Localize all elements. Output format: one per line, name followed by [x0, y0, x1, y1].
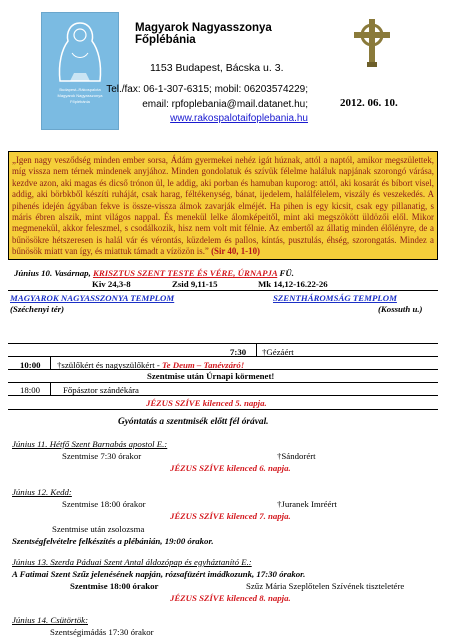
row2-intention: †szülőkért és nagyszülőkért - [57, 360, 163, 370]
church-1-name: MAGYAROK NAGYASSZONYA TEMPLOM [10, 293, 175, 303]
day-monday-mass: Szentmise 7:30 órakor [62, 451, 142, 461]
row-divider [8, 356, 438, 357]
scripture-quote-box [8, 151, 438, 260]
day-monday-intention: †Sándorért [277, 451, 316, 461]
day-tuesday-title: Június 12. Kedd: [12, 487, 72, 497]
church-2-place: (Kossuth u.) [378, 304, 423, 314]
website-link[interactable]: www.rakospalotaifoplebania.hu [170, 113, 308, 124]
day-thursday-title: Június 14. Csütörtök: [12, 615, 88, 625]
parish-name: Magyarok Nagyasszonya Főplébánia [135, 22, 272, 46]
row2-text [57, 360, 244, 371]
quote-reference: (Sir 40, 1-10) [211, 246, 260, 257]
procession-note: Szentmise után Úrnapi körmenet! [147, 371, 275, 381]
row-divider [8, 395, 438, 396]
day-wednesday-mass: Szentmise 18:00 órakor [70, 581, 159, 591]
day-wednesday-rosary: A Fatimai Szent Szűz jelenésének napján, rózsafüzért imádkozunk, 17:30 órakor. [12, 569, 306, 579]
confession-note: Gyóntatás a szentmisék előtt fél órával. [118, 417, 269, 427]
sunday-feast-suffix: FÜ. [279, 268, 294, 278]
novena-day-8: JÉZUS SZÍVE kilenced 8. napja. [170, 593, 291, 603]
day-tuesday-mass: Szentmise 18:00 órakor [62, 499, 146, 509]
row-divider [8, 343, 438, 344]
email-line: email: rpfoplebania@mail.datanet.hu; [142, 98, 308, 110]
logo-line-2: Magyarok Nagyasszonya [57, 93, 103, 98]
phone-line: Tel./fax: 06-1-307-6315; mobil: 06203574229; [106, 84, 308, 95]
quote-text: „Igen nagy vesződség minden ember sorsa, Ádám gyermekei nehéz igát húznak, attól a naptól, amikor megszülettek, míg vissza nem térnek mindenek anyjához. Minden gondolatuk és szívük félelme haláluk napjának szorongó várása, kezdve azon, aki magas és dicső trónon ül, le addig, aki porban és hamuban kuporog: attól, aki kosarát és bíbort visel, addig, aki börbkből készíti ruháját, csak harag, féltékenység, bánat, ijedelem, halálfélelem, viszály és veszekedés. A pihenés idején ágyában fekve is össze-vissza álmok zavarják elméjét. Ha pihen is egy kicsit, csak egy pillanatig, s máris ébren alszik, mint világos nappal. És menekül lelke álomképeitől, mint aki megszökött üldözői elől. Mikor megmenekül, akkor feleszmel, s csodálkozik, hisz nem volt mit félnie. Az embertől az állatig minden élőlényre, de a bűnösökre hétszeresen is halál vár és vérontás, küzdelem és pallos, kíntás, pusztulás, éhség, szorongatás. Mindez a bűnösök miatt van így, és miattuk támadt a vízözön is.” [12, 155, 434, 257]
church-2-name: SZENTHÁROMSÁG TEMPLOM [273, 293, 397, 303]
row-divider [8, 382, 438, 383]
reading-1: Kiv 24,3-8 [92, 279, 131, 289]
day-tuesday-intention: †Juranek Imréért [277, 499, 337, 509]
day-monday-title: Június 11. Hétfő Szent Barnabás apostol E.: [12, 439, 168, 449]
table-top-border [8, 290, 438, 291]
cell-divider [50, 382, 51, 395]
row1-text: †Gézáért [262, 347, 294, 357]
table-bottom-border [8, 409, 438, 410]
row4-text: Főpásztor szándékára [63, 385, 139, 395]
cell-divider [256, 343, 257, 356]
day-thursday-adoration: Szentségimádás 17:30 órakor [50, 627, 154, 637]
day-wednesday-title: Június 13. Szerda Páduai Szent Antal áldozópap és egyháztanító E.: [12, 557, 252, 567]
sunday-heading [14, 268, 294, 279]
row2-time: 10:00 [20, 360, 41, 370]
reading-3: Mk 14,12-16.22-26 [258, 279, 328, 289]
row4-time: 18:00 [20, 385, 41, 395]
day-tuesday-prep: Szentségfelvételre felkészítés a plébánián, 19:00 órakor. [12, 536, 214, 546]
day-tuesday-extra: Szentmise után zsolozsma [52, 524, 145, 534]
te-deum: Te Deum – Tanévzáró! [162, 360, 245, 370]
reading-2: Zsid 9,11-15 [172, 279, 218, 289]
sunday-day: Június 10. Vasárnap, [14, 268, 91, 278]
novena-day-6: JÉZUS SZÍVE kilenced 6. napja. [170, 463, 291, 473]
church-1-place: (Széchenyi tér) [10, 304, 64, 314]
novena-day-5: JÉZUS SZÍVE kilenced 5. napja. [146, 398, 267, 408]
cell-divider [50, 356, 51, 369]
contact-block [103, 83, 308, 127]
row1-time: 7:30 [230, 347, 247, 357]
logo-line-1: Budapest–Rákospalota [59, 87, 101, 92]
parish-address: 1153 Budapest, Bácska u. 3. [150, 62, 284, 74]
day-wednesday-intention: Szűz Mária Szeplőtelen Szívének tiszteletére [246, 581, 405, 591]
logo-line-3: Főplébánia [70, 99, 90, 104]
sunday-feast: KRISZTUS SZENT TESTE ÉS VÉRE, ÚRNAPJA [92, 268, 278, 278]
novena-day-7: JÉZUS SZÍVE kilenced 7. napja. [170, 511, 291, 521]
celtic-cross-icon [350, 18, 394, 68]
bulletin-date: 2012. 06. 10. [340, 97, 398, 109]
